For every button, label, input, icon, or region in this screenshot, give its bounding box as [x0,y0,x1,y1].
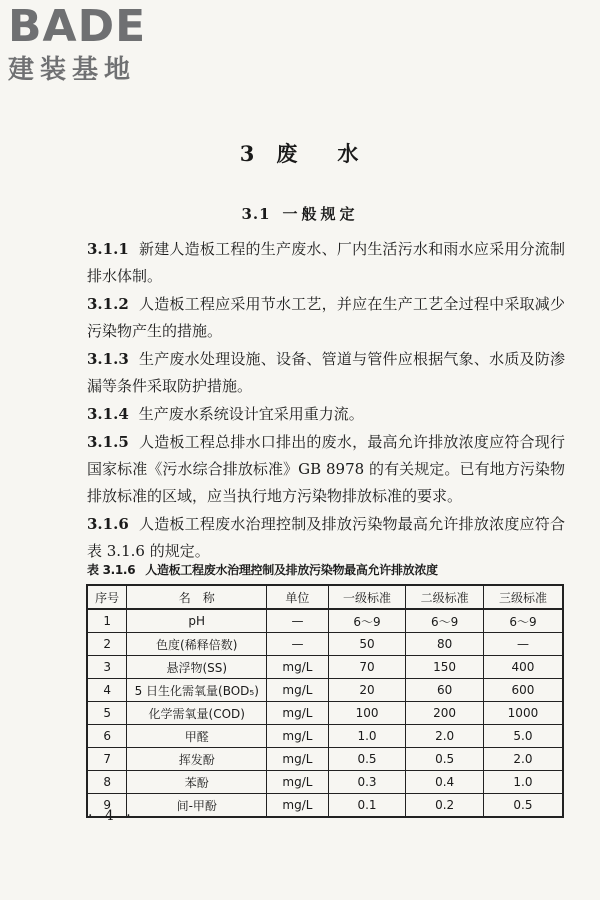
table-cell: 0.5 [328,748,406,771]
table-cell: 5.0 [483,725,563,748]
table-cell: 4 [87,679,127,702]
table-cell: 1000 [483,702,563,725]
table-cell: 400 [483,656,563,679]
table-cell: 0.5 [483,794,563,818]
table-cell: 0.5 [406,748,484,771]
column-header: 单位 [267,585,329,609]
table-row [87,794,563,818]
table-cell: 5 [87,702,127,725]
table-cell: mg/L [267,679,329,702]
column-header: 一级标准 [328,585,406,609]
clause-text: 生产废水处理设施、设备、管道与管件应根据气象、水质及防渗漏等条件采取防护措施。 [87,350,565,395]
table-cell: 色度(稀释倍数) [127,633,267,656]
table-row [87,702,563,725]
table-cell: 苯酚 [127,771,267,794]
table-cell: 1.0 [483,771,563,794]
table-cell: mg/L [267,702,329,725]
table-cell: 间-甲酚 [127,794,267,818]
section-heading [0,203,600,224]
table-cell: 600 [483,679,563,702]
logo-wordmark: BADE [8,1,147,52]
table-caption [87,561,565,578]
table-cell: 80 [406,633,484,656]
table-cell: mg/L [267,725,329,748]
table-caption-number: 表 3.1.6 [87,563,136,577]
page-number: · 4 · [88,808,135,824]
chapter-number: 3 [239,141,257,166]
table-row [87,679,563,702]
table-cell: 2.0 [406,725,484,748]
clause-number: 3.1.3 [87,350,129,368]
clause [87,291,565,345]
table-cell: 0.2 [406,794,484,818]
clause-text: 人造板工程应采用节水工艺，并应在生产工艺全过程中采取减少污染物产生的措施。 [87,295,565,340]
table-cell: 甲醛 [127,725,267,748]
table-row [87,771,563,794]
table-cell: 6 [87,725,127,748]
table-cell: 挥发酚 [127,748,267,771]
table-cell: 1 [87,609,127,633]
table-row [87,656,563,679]
table-cell: 7 [87,748,127,771]
clause-number: 3.1.1 [87,240,129,258]
table-cell: mg/L [267,748,329,771]
table-row [87,609,563,633]
clause-text: 人造板工程废水治理控制及排放污染物最高允许排放浓度应符合表 3.1.6 的规定。 [87,515,565,560]
column-header: 三级标准 [483,585,563,609]
clause-list [87,236,565,566]
clause [87,511,565,565]
table-cell: pH [127,609,267,633]
table-cell: 化学需氧量(COD) [127,702,267,725]
column-header: 名 称 [127,585,267,609]
clause [87,429,565,510]
table-cell: 2.0 [483,748,563,771]
chapter-title-part2: 水 [337,141,361,166]
table-cell: 6～9 [328,609,406,633]
logo [8,1,147,86]
table-cell: 3 [87,656,127,679]
table-cell: 8 [87,771,127,794]
table-cell: mg/L [267,771,329,794]
emission-limits-table [86,584,564,818]
table-cell: 6～9 [483,609,563,633]
clause-number: 3.1.4 [87,405,129,423]
clause-text: 新建人造板工程的生产废水、厂内生活污水和雨水应采用分流制排水体制。 [87,240,565,285]
table-cell: 60 [406,679,484,702]
clause [87,236,565,290]
table-cell: 50 [328,633,406,656]
table-cell: 150 [406,656,484,679]
chapter-title [0,138,600,168]
table-cell: 200 [406,702,484,725]
table-cell: 70 [328,656,406,679]
table-cell: 1.0 [328,725,406,748]
table-cell: 100 [328,702,406,725]
table-cell: 0.1 [328,794,406,818]
clause [87,346,565,400]
column-header: 序号 [87,585,127,609]
table-cell: mg/L [267,794,329,818]
chapter-title-part1: 废 [276,141,300,166]
table-cell: 9 [87,794,127,818]
table-cell: 20 [328,679,406,702]
table-cell: 悬浮物(SS) [127,656,267,679]
table-cell: — [267,609,329,633]
table-cell: 0.4 [406,771,484,794]
table-cell: 6～9 [406,609,484,633]
column-header: 二级标准 [406,585,484,609]
table-cell: 2 [87,633,127,656]
logo-subtitle: 建装基地 [8,55,137,85]
clause-number: 3.1.2 [87,295,129,313]
table-row [87,725,563,748]
table-header-row [87,585,563,609]
section-title: 一般规定 [282,205,359,223]
table-cell: 5 日生化需氧量(BOD₅) [127,679,267,702]
table-cell: — [267,633,329,656]
table-cell: mg/L [267,656,329,679]
table-cell: 0.3 [328,771,406,794]
table-cell: — [483,633,563,656]
clause-number: 3.1.6 [87,515,129,533]
table-caption-title: 人造板工程废水治理控制及排放污染物最高允许排放浓度 [145,563,438,577]
table-row [87,748,563,771]
clause-text: 人造板工程总排水口排出的废水，最高允许排放浓度应符合现行国家标准《污水综合排放标准》GB 8978 的有关规定。已有地方污染物排放标准的区域，应当执行地方污染物排放标准的要求。 [87,433,565,505]
table-row [87,633,563,656]
clause-text: 生产废水系统设计宜采用重力流。 [138,405,364,423]
clause [87,401,565,428]
section-number: 3.1 [241,205,271,223]
clause-number: 3.1.5 [87,433,129,451]
